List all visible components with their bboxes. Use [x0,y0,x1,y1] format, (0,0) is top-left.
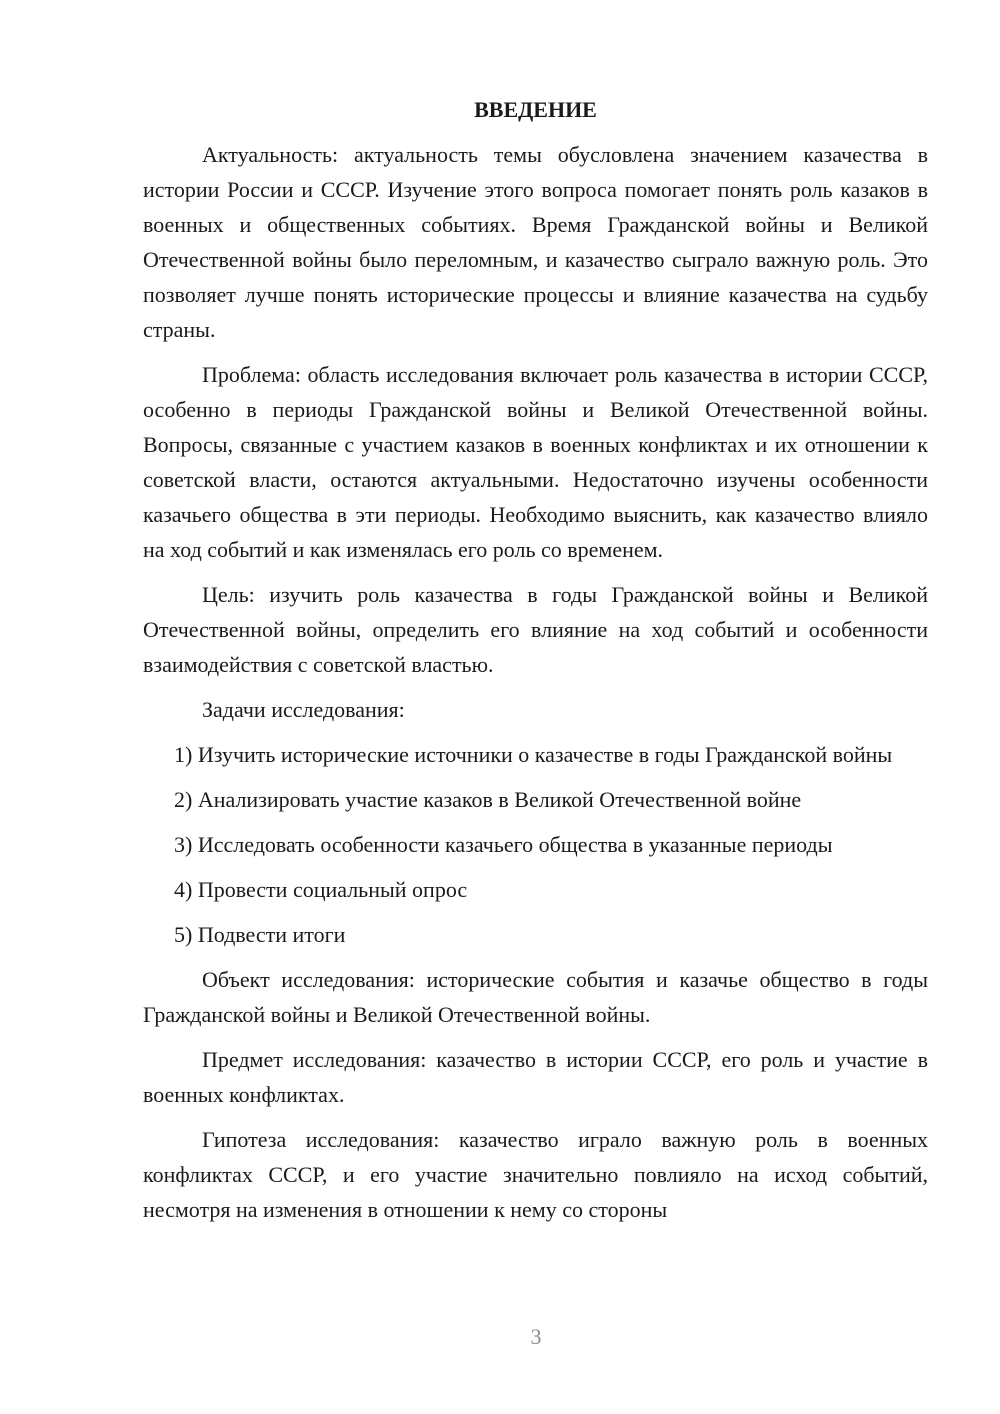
task-item-4: 4) Провести социальный опрос [174,877,468,902]
hypothesis-paragraph: Гипотеза исследования: казачество играло важную роль в военных конфликтах СССР, и его участие значительно повлияло на исход событий, несмотря на изменения в отношении к нему со стороны [143,1127,928,1222]
relevance-paragraph: Актуальность: актуальность темы обусловлена значением казачества в истории России и СССР. Изучение этого вопроса помогает понять роль казаков в военных и общественных событиях. Время Гражданской войны и Великой Отечественной войны было переломным, и казачество сыграло важную роль. Это позволяет лучше понять исторические процессы и влияние казачества на судьбу страны. [143,142,928,342]
tasks-heading: Задачи исследования: [202,697,405,722]
page-title: ВВЕДЕНИЕ [474,97,597,122]
document-page [143,92,928,1237]
task-item-5: 5) Подвести итоги [174,922,346,947]
object-paragraph: Объект исследования: исторические события и казачье общество в годы Гражданской войны и Великой Отечественной войны. [143,967,928,1027]
task-item-1: 1) Изучить исторические источники о казачестве в годы Гражданской войны [174,742,893,767]
page-number: 3 [530,1324,542,1349]
problem-paragraph: Проблема: область исследования включает роль казачества в истории СССР, особенно в периоды Гражданской войны и Великой Отечественной войны. Вопросы, связанные с участием казаков в военных конфликтах и их отношении к советской власти, остаются актуальными. Недостаточно изучены особенности казачьего общества в эти периоды. Необходимо выяснить, как казачество влияло на ход событий и как изменялась его роль со временем. [143,362,928,562]
task-item-2: 2) Анализировать участие казаков в Великой Отечественной войне [174,787,802,812]
subject-paragraph: Предмет исследования: казачество в истории СССР, его роль и участие в военных конфликтах. [143,1047,928,1107]
task-item-3: 3) Исследовать особенности казачьего общества в указанные периоды [174,832,833,857]
goal-paragraph: Цель: изучить роль казачества в годы Гражданской войны и Великой Отечественной войны, определить его влияние на ход событий и особенности взаимодействия с советской властью. [143,582,928,677]
